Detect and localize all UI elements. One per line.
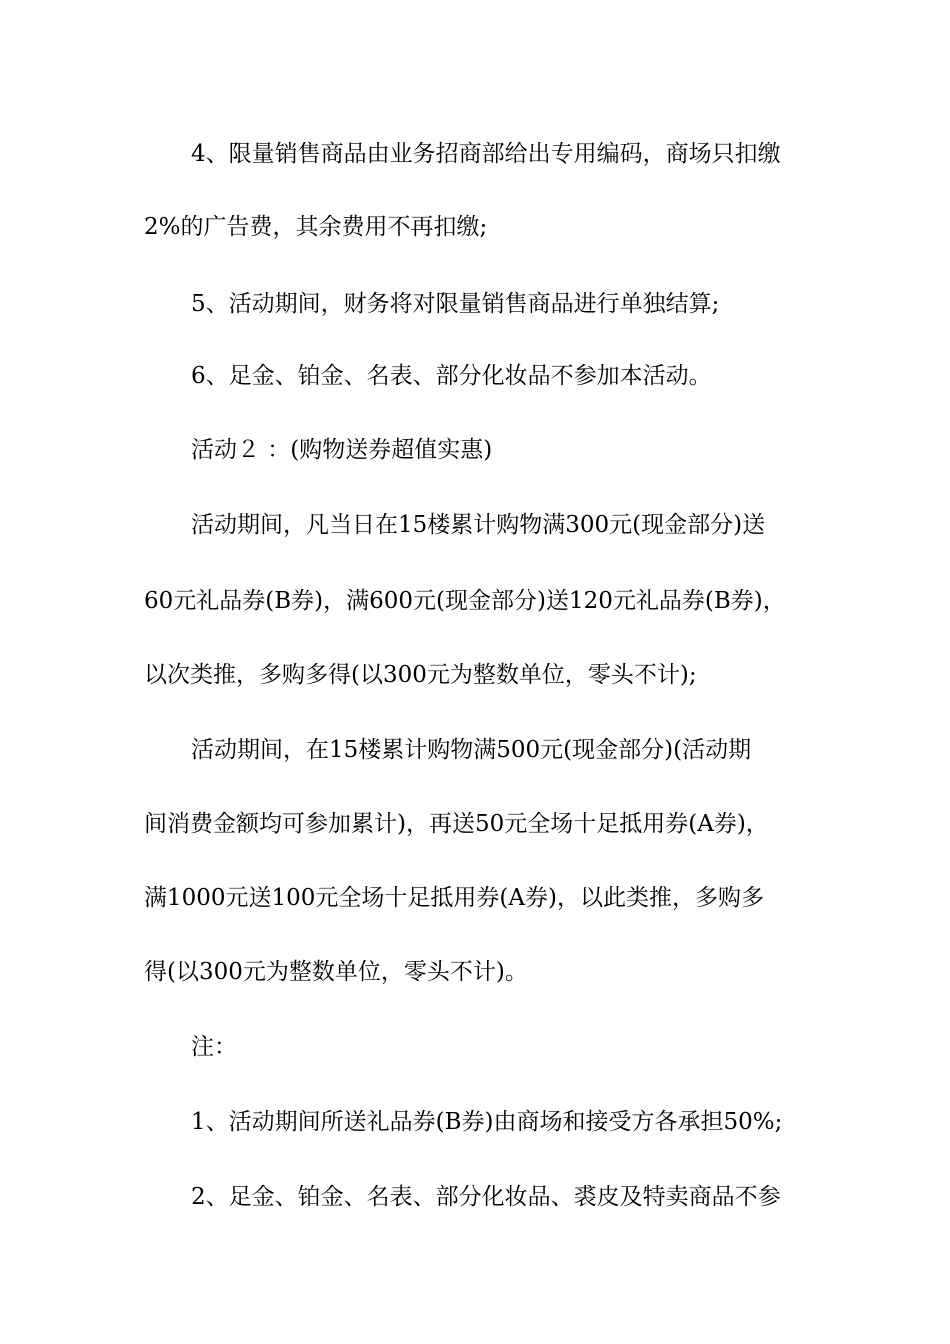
paragraph-line: 5、活动期间，财务将对限量销售商品进行单独结算; (191, 291, 720, 317)
paragraph-line: 间消费金额均可参加累计)，再送50元全场十足抵用券(A券)， (144, 811, 769, 837)
note-heading: 注： (191, 1034, 237, 1060)
paragraph-line: 60元礼品券(B券)，满600元(现金部分)送120元礼品券(B券)， (144, 588, 786, 614)
paragraph-line: 1、活动期间所送礼品券(B券)由商场和接受方各承担50%; (191, 1109, 783, 1135)
paragraph-line: 6、足金、铂金、名表、部分化妆品不参加本活动。 (191, 363, 712, 389)
paragraph-line: 2%的广告费，其余费用不再扣缴; (144, 214, 488, 240)
paragraph-line: 以次类推，多购多得(以300元为整数单位，零头不计); (144, 662, 697, 688)
paragraph-line: 4、限量销售商品由业务招商部给出专用编码，商场只扣缴 (191, 141, 781, 167)
paragraph-line: 满1000元送100元全场十足抵用券(A券)，以此类推，多购多 (144, 885, 764, 911)
paragraph-line: 2、足金、铂金、名表、部分化妆品、裘皮及特卖商品不参 (191, 1184, 781, 1210)
section-heading: 活动２ ：(购物送券超值实惠) (191, 437, 493, 463)
paragraph-line: 活动期间，在15楼累计购物满500元(现金部分)(活动期 (191, 737, 752, 763)
paragraph-line: 得(以300元为整数单位，零头不计)。 (144, 959, 528, 985)
paragraph-line: 活动期间，凡当日在15楼累计购物满300元(现金部分)送 (191, 512, 766, 538)
